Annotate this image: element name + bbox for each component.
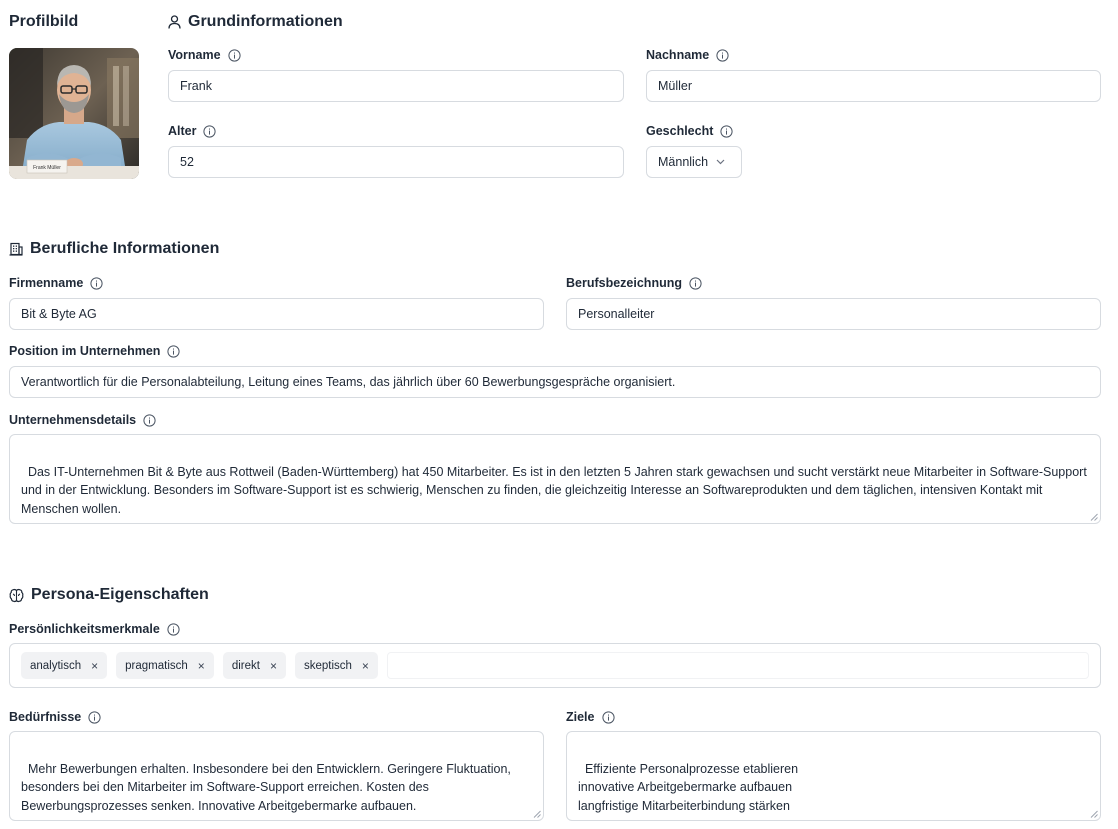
gender-value: Männlich — [658, 155, 709, 169]
company-details-label — [9, 412, 156, 428]
brain-icon — [9, 588, 24, 603]
info-icon[interactable] — [143, 414, 156, 427]
building-icon — [9, 242, 23, 256]
jobtitle-label — [566, 275, 702, 291]
jobtitle-field[interactable] — [566, 298, 1101, 330]
resize-handle-icon[interactable] — [1090, 810, 1098, 818]
jobtitle-value: Personalleiter — [578, 307, 655, 321]
info-icon[interactable] — [720, 125, 733, 138]
avatar[interactable] — [9, 48, 139, 179]
traits-tag-input[interactable] — [9, 643, 1101, 688]
traits-label — [9, 621, 180, 637]
last-name-field[interactable] — [646, 70, 1101, 102]
company-field[interactable] — [9, 298, 544, 330]
goals-label — [566, 709, 615, 725]
resize-handle-icon[interactable] — [533, 810, 541, 818]
position-label-text: Position im Unternehmen — [9, 344, 161, 358]
last-name-label-text: Nachname — [646, 48, 710, 62]
goals-value: Effiziente Personalprozesse etablieren innovative Arbeitgebermarke aufbauen langfristige Mitarbeiterbindung stärken — [578, 761, 799, 813]
age-field[interactable] — [168, 146, 624, 178]
persona-title — [9, 585, 209, 605]
position-value: Verantwortlich für die Personalabteilung, Leitung eines Teams, das jährlich über 60 Bewerbungsgespräche organisiert. — [21, 375, 676, 389]
new-tag-input[interactable] — [387, 652, 1089, 679]
info-icon[interactable] — [90, 277, 103, 290]
remove-tag-icon[interactable]: × — [91, 658, 99, 673]
job-info-title-text: Berufliche Informationen — [30, 240, 220, 257]
trait-tag-label: direkt — [231, 659, 260, 672]
age-label — [168, 123, 216, 139]
info-icon[interactable] — [167, 345, 180, 358]
nameplate-text: Frank Müller — [33, 165, 61, 171]
company-label-text: Firmenname — [9, 276, 84, 290]
trait-tag — [223, 652, 286, 679]
trait-tag-label: skeptisch — [303, 659, 352, 672]
resize-handle-icon[interactable] — [1090, 513, 1098, 521]
age-value: 52 — [180, 155, 194, 169]
avatar-photo — [9, 48, 139, 179]
basic-info-title-text: Grundinformationen — [188, 13, 343, 30]
goals-textarea[interactable] — [566, 731, 1101, 821]
remove-tag-icon[interactable]: × — [361, 658, 369, 673]
gender-label-text: Geschlecht — [646, 124, 714, 138]
trait-tag — [116, 652, 214, 679]
needs-label — [9, 709, 101, 725]
trait-tag — [21, 652, 107, 679]
job-info-title — [9, 239, 219, 259]
traits-label-text: Persönlichkeitsmerkmale — [9, 622, 160, 636]
trait-tag — [295, 652, 378, 679]
first-name-label-text: Vorname — [168, 48, 221, 62]
info-icon[interactable] — [167, 623, 180, 636]
company-details-textarea[interactable] — [9, 434, 1101, 524]
profile-picture-title — [9, 12, 78, 32]
info-icon[interactable] — [689, 277, 702, 290]
trait-tag-label: pragmatisch — [125, 659, 188, 672]
company-value: Bit & Byte AG — [21, 307, 97, 321]
chevron-down-icon — [716, 159, 725, 165]
first-name-field[interactable] — [168, 70, 624, 102]
remove-tag-icon[interactable]: × — [269, 658, 277, 673]
first-name-label — [168, 47, 241, 63]
info-icon[interactable] — [203, 125, 216, 138]
gender-label — [646, 123, 733, 139]
needs-label-text: Bedürfnisse — [9, 710, 82, 724]
needs-textarea[interactable] — [9, 731, 544, 821]
info-icon[interactable] — [228, 49, 241, 62]
age-label-text: Alter — [168, 124, 197, 138]
basic-info-title — [168, 12, 343, 32]
trait-tag-label: analytisch — [30, 659, 82, 672]
info-icon[interactable] — [88, 711, 101, 724]
company-details-label-text: Unternehmensdetails — [9, 413, 137, 427]
remove-tag-icon[interactable]: × — [197, 658, 205, 673]
last-name-label — [646, 47, 729, 63]
position-field[interactable] — [9, 366, 1101, 398]
position-label — [9, 343, 180, 359]
last-name-value: Müller — [658, 79, 693, 93]
info-icon[interactable] — [602, 711, 615, 724]
company-details-value: Das IT-Unternehmen Bit & Byte aus Rottweil (Baden-Württemberg) hat 450 Mitarbeiter. Es ist in den letzten 5 Jahren stark gewachsen und sucht verstärkt neue Mitarbeiter in Software-Support und in der Entwicklung. Besonders im Software-Support ist es schwierig, Menschen zu finden, die gleichzeitig Interesse an Softwareprodukten und dem täglichen, intensiven Kontakt mit Menschen wollen. — [21, 464, 1091, 516]
gender-select[interactable] — [646, 146, 742, 178]
info-icon[interactable] — [716, 49, 729, 62]
profile-picture-title-text: Profilbild — [9, 13, 79, 30]
user-icon — [168, 15, 181, 29]
first-name-value: Frank — [180, 79, 212, 93]
jobtitle-label-text: Berufsbezeichnung — [566, 276, 682, 290]
goals-label-text: Ziele — [566, 710, 595, 724]
company-label — [9, 275, 103, 291]
needs-value: Mehr Bewerbungen erhalten. Insbesondere bei den Entwicklern. Geringere Fluktuation, besonders bei den Mitarbeiter im Software-Support erreichen. Kosten des Bewerbungsprozesses senken. Innovative Arbeitgebermarke aufbauen. — [21, 761, 515, 813]
persona-title-text: Persona-Eigenschaften — [31, 586, 209, 603]
